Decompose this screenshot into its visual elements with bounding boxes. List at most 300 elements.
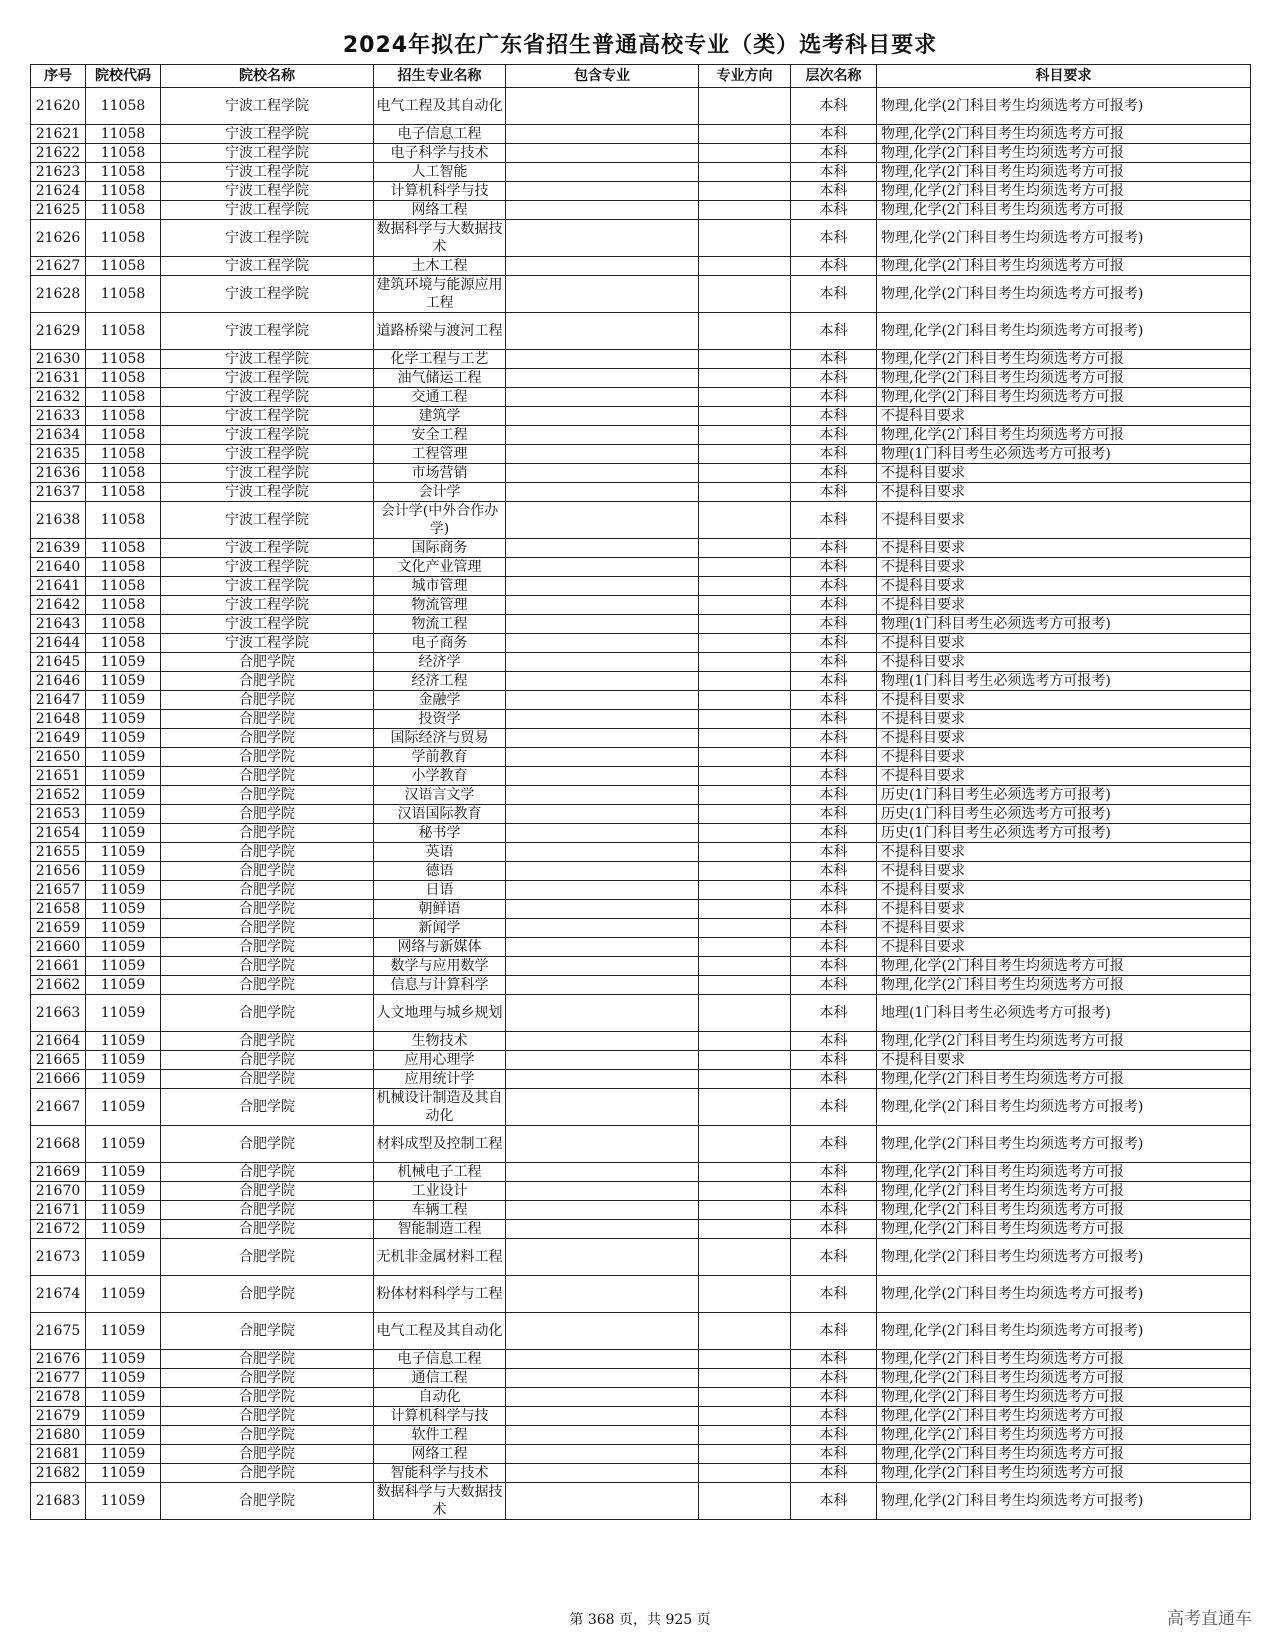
row-included-majors — [506, 1089, 699, 1126]
row-major-direction — [699, 1426, 791, 1445]
row-major-name: 人工智能 — [374, 163, 506, 182]
row-included-majors — [506, 729, 699, 748]
row-school-name: 合肥学院 — [161, 729, 374, 748]
row-level: 本科 — [791, 672, 877, 691]
row-included-majors — [506, 445, 699, 464]
row-index: 21661 — [31, 957, 86, 976]
table-body — [31, 88, 1251, 1520]
row-index: 21674 — [31, 1276, 86, 1313]
row-major-direction — [699, 257, 791, 276]
table-row — [31, 1126, 1251, 1163]
row-major-direction — [699, 1201, 791, 1220]
row-included-majors — [506, 1070, 699, 1089]
row-index: 21626 — [31, 220, 86, 257]
row-major-direction — [699, 1089, 791, 1126]
row-school-name: 合肥学院 — [161, 1126, 374, 1163]
row-index: 21624 — [31, 182, 86, 201]
row-included-majors — [506, 125, 699, 144]
row-index: 21634 — [31, 426, 86, 445]
row-school-code: 11059 — [86, 995, 161, 1032]
row-school-code: 11059 — [86, 1070, 161, 1089]
row-school-code: 11059 — [86, 1407, 161, 1426]
row-major-name: 汉语言文学 — [374, 786, 506, 805]
row-school-name: 合肥学院 — [161, 862, 374, 881]
row-subject-requirement: 不提科目要求 — [877, 900, 1251, 919]
row-subject-requirement: 物理,化学(2门科目考生均须选考方可报 — [877, 1201, 1251, 1220]
row-included-majors — [506, 144, 699, 163]
row-major-name: 网络工程 — [374, 201, 506, 220]
row-included-majors — [506, 369, 699, 388]
row-school-code: 11059 — [86, 1032, 161, 1051]
row-school-code: 11058 — [86, 257, 161, 276]
row-major-name: 物流管理 — [374, 596, 506, 615]
row-subject-requirement: 不提科目要求 — [877, 919, 1251, 938]
table-row — [31, 1051, 1251, 1070]
row-index: 21643 — [31, 615, 86, 634]
row-level: 本科 — [791, 1239, 877, 1276]
row-level: 本科 — [791, 805, 877, 824]
table-row — [31, 257, 1251, 276]
row-subject-requirement: 物理,化学(2门科目考生均须选考方可报考) — [877, 1089, 1251, 1126]
row-level: 本科 — [791, 464, 877, 483]
table-row — [31, 672, 1251, 691]
table-row — [31, 464, 1251, 483]
row-major-name: 工业设计 — [374, 1182, 506, 1201]
row-major-direction — [699, 539, 791, 558]
row-major-name: 工程管理 — [374, 445, 506, 464]
row-subject-requirement: 物理,化学(2门科目考生均须选考方可报 — [877, 1182, 1251, 1201]
row-school-code: 11059 — [86, 843, 161, 862]
row-subject-requirement: 物理,化学(2门科目考生均须选考方可报 — [877, 1445, 1251, 1464]
table-row — [31, 1445, 1251, 1464]
row-school-name: 合肥学院 — [161, 1220, 374, 1239]
row-major-name: 数据科学与大数据技术 — [374, 1483, 506, 1520]
row-school-code: 11058 — [86, 276, 161, 313]
row-level: 本科 — [791, 957, 877, 976]
row-school-code: 11059 — [86, 691, 161, 710]
row-major-direction — [699, 1313, 791, 1350]
row-index: 21681 — [31, 1445, 86, 1464]
row-level: 本科 — [791, 615, 877, 634]
row-subject-requirement: 物理,化学(2门科目考生均须选考方可报 — [877, 144, 1251, 163]
row-included-majors — [506, 1426, 699, 1445]
table-row — [31, 1276, 1251, 1313]
row-major-direction — [699, 1464, 791, 1483]
row-school-code: 11058 — [86, 144, 161, 163]
row-school-name: 宁波工程学院 — [161, 125, 374, 144]
row-subject-requirement: 物理,化学(2门科目考生均须选考方可报 — [877, 957, 1251, 976]
row-school-name: 宁波工程学院 — [161, 257, 374, 276]
row-school-name: 合肥学院 — [161, 1313, 374, 1350]
row-school-name: 合肥学院 — [161, 672, 374, 691]
row-subject-requirement: 不提科目要求 — [877, 843, 1251, 862]
row-major-name: 应用心理学 — [374, 1051, 506, 1070]
row-subject-requirement: 不提科目要求 — [877, 596, 1251, 615]
row-level: 本科 — [791, 1182, 877, 1201]
row-major-direction — [699, 748, 791, 767]
row-school-code: 11058 — [86, 445, 161, 464]
row-school-code: 11058 — [86, 313, 161, 350]
row-school-code: 11058 — [86, 388, 161, 407]
row-school-name: 宁波工程学院 — [161, 596, 374, 615]
row-level: 本科 — [791, 388, 877, 407]
row-included-majors — [506, 824, 699, 843]
row-major-direction — [699, 786, 791, 805]
table-row — [31, 710, 1251, 729]
table-row — [31, 843, 1251, 862]
row-index: 21650 — [31, 748, 86, 767]
row-index: 21646 — [31, 672, 86, 691]
row-major-name: 油气储运工程 — [374, 369, 506, 388]
row-included-majors — [506, 182, 699, 201]
row-major-direction — [699, 767, 791, 786]
row-school-name: 合肥学院 — [161, 1388, 374, 1407]
header-subject-requirement: 科目要求 — [877, 65, 1251, 88]
row-index: 21628 — [31, 276, 86, 313]
row-subject-requirement: 物理,化学(2门科目考生均须选考方可报考) — [877, 1126, 1251, 1163]
row-level: 本科 — [791, 1051, 877, 1070]
row-level: 本科 — [791, 1388, 877, 1407]
row-major-name: 化学工程与工艺 — [374, 350, 506, 369]
row-school-name: 宁波工程学院 — [161, 407, 374, 426]
row-index: 21657 — [31, 881, 86, 900]
row-index: 21635 — [31, 445, 86, 464]
row-school-name: 宁波工程学院 — [161, 445, 374, 464]
table-row — [31, 995, 1251, 1032]
row-included-majors — [506, 1483, 699, 1520]
row-school-code: 11058 — [86, 125, 161, 144]
row-major-direction — [699, 407, 791, 426]
row-level: 本科 — [791, 634, 877, 653]
table-row — [31, 1163, 1251, 1182]
row-level: 本科 — [791, 976, 877, 995]
table-row — [31, 1089, 1251, 1126]
row-school-name: 宁波工程学院 — [161, 163, 374, 182]
row-major-name: 计算机科学与技 — [374, 182, 506, 201]
row-major-name: 国际商务 — [374, 539, 506, 558]
table-row — [31, 558, 1251, 577]
row-school-code: 11059 — [86, 748, 161, 767]
row-major-name: 计算机科学与技 — [374, 1407, 506, 1426]
row-level: 本科 — [791, 1407, 877, 1426]
row-school-code: 11059 — [86, 919, 161, 938]
row-major-direction — [699, 1388, 791, 1407]
row-school-name: 宁波工程学院 — [161, 483, 374, 502]
row-school-name: 宁波工程学院 — [161, 313, 374, 350]
row-included-majors — [506, 767, 699, 786]
row-school-name: 合肥学院 — [161, 691, 374, 710]
row-subject-requirement: 不提科目要求 — [877, 464, 1251, 483]
row-major-name: 电气工程及其自动化 — [374, 1313, 506, 1350]
row-level: 本科 — [791, 1201, 877, 1220]
row-level: 本科 — [791, 445, 877, 464]
row-included-majors — [506, 483, 699, 502]
row-index: 21633 — [31, 407, 86, 426]
row-school-code: 11058 — [86, 407, 161, 426]
row-subject-requirement: 不提科目要求 — [877, 539, 1251, 558]
row-subject-requirement: 物理,化学(2门科目考生均须选考方可报考) — [877, 1313, 1251, 1350]
row-level: 本科 — [791, 786, 877, 805]
row-included-majors — [506, 786, 699, 805]
row-school-name: 合肥学院 — [161, 805, 374, 824]
row-school-name: 宁波工程学院 — [161, 220, 374, 257]
row-school-code: 11059 — [86, 653, 161, 672]
row-major-name: 小学教育 — [374, 767, 506, 786]
header-index: 序号 — [31, 65, 86, 88]
row-school-code: 11059 — [86, 938, 161, 957]
row-level: 本科 — [791, 862, 877, 881]
row-level: 本科 — [791, 1445, 877, 1464]
table-row — [31, 1032, 1251, 1051]
row-major-direction — [699, 1350, 791, 1369]
row-school-name: 合肥学院 — [161, 1070, 374, 1089]
row-major-name: 投资学 — [374, 710, 506, 729]
row-school-code: 11059 — [86, 1163, 161, 1182]
row-subject-requirement: 不提科目要求 — [877, 881, 1251, 900]
row-index: 21663 — [31, 995, 86, 1032]
row-index: 21630 — [31, 350, 86, 369]
table-row — [31, 1407, 1251, 1426]
row-major-direction — [699, 615, 791, 634]
row-level: 本科 — [791, 1070, 877, 1089]
row-index: 21649 — [31, 729, 86, 748]
page-footer: 第 368 页，共 925 页 — [569, 1612, 711, 1628]
row-subject-requirement: 不提科目要求 — [877, 1051, 1251, 1070]
row-major-direction — [699, 1126, 791, 1163]
row-school-code: 11059 — [86, 957, 161, 976]
row-school-name: 宁波工程学院 — [161, 558, 374, 577]
row-included-majors — [506, 502, 699, 539]
row-subject-requirement: 历史(1门科目考生必须选考方可报考) — [877, 824, 1251, 843]
row-school-code: 11059 — [86, 767, 161, 786]
row-index: 21652 — [31, 786, 86, 805]
row-school-code: 11059 — [86, 805, 161, 824]
row-major-name: 秘书学 — [374, 824, 506, 843]
row-major-direction — [699, 653, 791, 672]
row-school-code: 11059 — [86, 672, 161, 691]
row-included-majors — [506, 919, 699, 938]
row-level: 本科 — [791, 502, 877, 539]
row-major-direction — [699, 1407, 791, 1426]
row-major-name: 通信工程 — [374, 1369, 506, 1388]
row-major-name: 软件工程 — [374, 1426, 506, 1445]
row-index: 21658 — [31, 900, 86, 919]
row-major-name: 数据科学与大数据技术 — [374, 220, 506, 257]
row-major-direction — [699, 900, 791, 919]
row-included-majors — [506, 1464, 699, 1483]
row-major-name: 朝鲜语 — [374, 900, 506, 919]
row-index: 21654 — [31, 824, 86, 843]
row-major-name: 电子信息工程 — [374, 125, 506, 144]
row-school-name: 合肥学院 — [161, 1089, 374, 1126]
row-index: 21632 — [31, 388, 86, 407]
row-included-majors — [506, 1220, 699, 1239]
row-major-direction — [699, 634, 791, 653]
row-subject-requirement: 不提科目要求 — [877, 729, 1251, 748]
header-level: 层次名称 — [791, 65, 877, 88]
row-subject-requirement: 物理,化学(2门科目考生均须选考方可报 — [877, 163, 1251, 182]
table-row — [31, 938, 1251, 957]
row-subject-requirement: 物理,化学(2门科目考生均须选考方可报考) — [877, 220, 1251, 257]
row-included-majors — [506, 1369, 699, 1388]
row-included-majors — [506, 313, 699, 350]
row-subject-requirement: 物理,化学(2门科目考生均须选考方可报 — [877, 125, 1251, 144]
row-included-majors — [506, 1445, 699, 1464]
row-major-name: 安全工程 — [374, 426, 506, 445]
row-index: 21676 — [31, 1350, 86, 1369]
row-index: 21679 — [31, 1407, 86, 1426]
row-level: 本科 — [791, 729, 877, 748]
row-major-direction — [699, 919, 791, 938]
row-level: 本科 — [791, 1464, 877, 1483]
row-major-direction — [699, 881, 791, 900]
row-level: 本科 — [791, 1369, 877, 1388]
row-major-name: 智能制造工程 — [374, 1220, 506, 1239]
row-school-code: 11059 — [86, 900, 161, 919]
row-subject-requirement: 物理,化学(2门科目考生均须选考方可报 — [877, 1220, 1251, 1239]
row-included-majors — [506, 276, 699, 313]
row-major-name: 汉语国际教育 — [374, 805, 506, 824]
row-school-name: 合肥学院 — [161, 1426, 374, 1445]
row-school-code: 11058 — [86, 163, 161, 182]
row-included-majors — [506, 220, 699, 257]
row-subject-requirement: 不提科目要求 — [877, 577, 1251, 596]
row-level: 本科 — [791, 881, 877, 900]
row-school-name: 合肥学院 — [161, 1445, 374, 1464]
table-row — [31, 539, 1251, 558]
table-row — [31, 767, 1251, 786]
row-included-majors — [506, 1313, 699, 1350]
row-index: 21651 — [31, 767, 86, 786]
row-major-direction — [699, 502, 791, 539]
row-major-direction — [699, 938, 791, 957]
row-school-code: 11059 — [86, 1051, 161, 1070]
row-major-direction — [699, 1070, 791, 1089]
row-major-name: 生物技术 — [374, 1032, 506, 1051]
row-index: 21662 — [31, 976, 86, 995]
row-school-code: 11059 — [86, 1313, 161, 1350]
row-level: 本科 — [791, 1313, 877, 1350]
row-major-name: 市场营销 — [374, 464, 506, 483]
row-major-name: 电气工程及其自动化 — [374, 88, 506, 125]
row-index: 21647 — [31, 691, 86, 710]
row-school-name: 合肥学院 — [161, 900, 374, 919]
row-school-code: 11058 — [86, 88, 161, 125]
row-major-direction — [699, 88, 791, 125]
row-school-name: 合肥学院 — [161, 824, 374, 843]
row-school-name: 宁波工程学院 — [161, 634, 374, 653]
row-school-code: 11059 — [86, 786, 161, 805]
row-school-code: 11058 — [86, 596, 161, 615]
row-major-direction — [699, 957, 791, 976]
row-major-direction — [699, 313, 791, 350]
row-level: 本科 — [791, 426, 877, 445]
row-included-majors — [506, 900, 699, 919]
row-major-name: 应用统计学 — [374, 1070, 506, 1089]
row-included-majors — [506, 1182, 699, 1201]
row-subject-requirement: 物理,化学(2门科目考生均须选考方可报 — [877, 1426, 1251, 1445]
table-row — [31, 1350, 1251, 1369]
row-major-direction — [699, 483, 791, 502]
row-subject-requirement: 不提科目要求 — [877, 767, 1251, 786]
row-level: 本科 — [791, 1126, 877, 1163]
row-level: 本科 — [791, 369, 877, 388]
header-major-name: 招生专业名称 — [374, 65, 506, 88]
row-included-majors — [506, 862, 699, 881]
row-level: 本科 — [791, 539, 877, 558]
row-subject-requirement: 物理,化学(2门科目考生均须选考方可报 — [877, 257, 1251, 276]
row-major-direction — [699, 163, 791, 182]
row-level: 本科 — [791, 691, 877, 710]
row-major-name: 数学与应用数学 — [374, 957, 506, 976]
row-school-name: 合肥学院 — [161, 1407, 374, 1426]
row-index: 21620 — [31, 88, 86, 125]
row-major-direction — [699, 596, 791, 615]
row-school-code: 11059 — [86, 1445, 161, 1464]
row-subject-requirement: 物理(1门科目考生必须选考方可报考) — [877, 672, 1251, 691]
row-major-direction — [699, 1445, 791, 1464]
row-level: 本科 — [791, 201, 877, 220]
row-included-majors — [506, 691, 699, 710]
row-subject-requirement: 物理,化学(2门科目考生均须选考方可报考) — [877, 1276, 1251, 1313]
row-level: 本科 — [791, 88, 877, 125]
row-school-code: 11059 — [86, 1239, 161, 1276]
row-index: 21675 — [31, 1313, 86, 1350]
row-major-direction — [699, 426, 791, 445]
table-row — [31, 862, 1251, 881]
header-school-code: 院校代码 — [86, 65, 161, 88]
row-subject-requirement: 物理,化学(2门科目考生均须选考方可报 — [877, 1163, 1251, 1182]
row-school-code: 11059 — [86, 976, 161, 995]
row-school-code: 11059 — [86, 1201, 161, 1220]
row-subject-requirement: 不提科目要求 — [877, 502, 1251, 539]
row-major-direction — [699, 862, 791, 881]
row-major-direction — [699, 350, 791, 369]
row-index: 21621 — [31, 125, 86, 144]
row-school-name: 合肥学院 — [161, 1051, 374, 1070]
row-major-name: 经济工程 — [374, 672, 506, 691]
row-included-majors — [506, 350, 699, 369]
row-school-name: 宁波工程学院 — [161, 369, 374, 388]
row-subject-requirement: 物理,化学(2门科目考生均须选考方可报 — [877, 182, 1251, 201]
row-index: 21668 — [31, 1126, 86, 1163]
row-major-direction — [699, 464, 791, 483]
row-subject-requirement: 物理(1门科目考生必须选考方可报考) — [877, 615, 1251, 634]
row-subject-requirement: 物理,化学(2门科目考生均须选考方可报 — [877, 1350, 1251, 1369]
row-school-name: 合肥学院 — [161, 1464, 374, 1483]
row-included-majors — [506, 407, 699, 426]
row-included-majors — [506, 805, 699, 824]
row-index: 21640 — [31, 558, 86, 577]
table-row — [31, 502, 1251, 539]
row-school-name: 宁波工程学院 — [161, 201, 374, 220]
row-subject-requirement: 不提科目要求 — [877, 407, 1251, 426]
row-index: 21648 — [31, 710, 86, 729]
row-major-name: 人文地理与城乡规划 — [374, 995, 506, 1032]
row-level: 本科 — [791, 276, 877, 313]
row-major-name: 经济学 — [374, 653, 506, 672]
row-major-direction — [699, 201, 791, 220]
row-major-name: 自动化 — [374, 1388, 506, 1407]
row-school-name: 合肥学院 — [161, 1350, 374, 1369]
row-major-name: 车辆工程 — [374, 1201, 506, 1220]
row-index: 21664 — [31, 1032, 86, 1051]
row-major-direction — [699, 1163, 791, 1182]
row-school-name: 宁波工程学院 — [161, 426, 374, 445]
row-major-name: 网络与新媒体 — [374, 938, 506, 957]
row-school-name: 合肥学院 — [161, 995, 374, 1032]
row-index: 21666 — [31, 1070, 86, 1089]
